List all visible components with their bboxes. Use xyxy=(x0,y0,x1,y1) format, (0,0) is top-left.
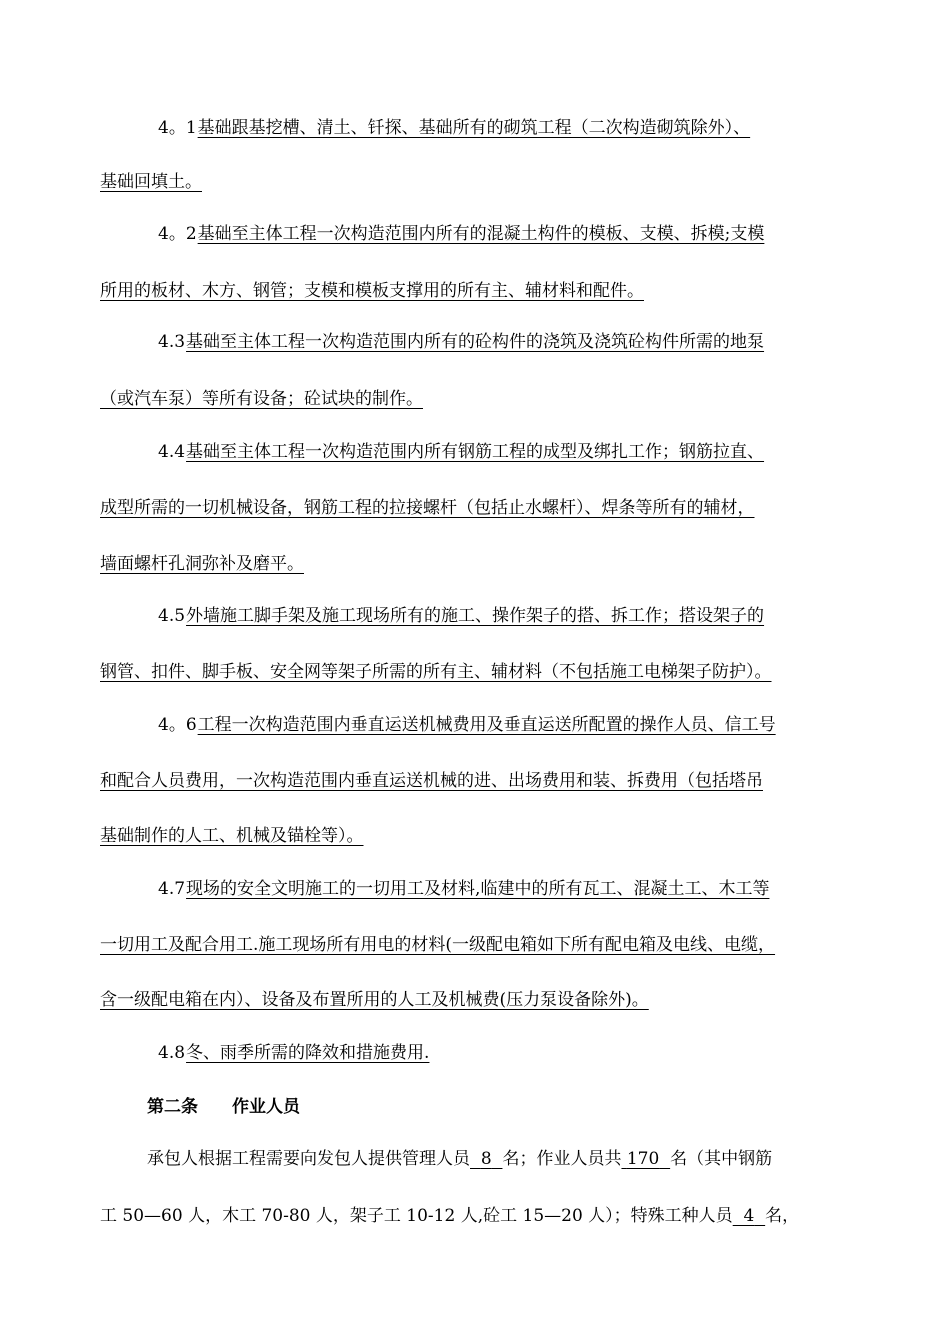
management-count-value: 8 xyxy=(480,1149,492,1169)
management-count xyxy=(470,1149,502,1169)
clause-number: 4.4 xyxy=(158,442,186,462)
article-label: 第二条 xyxy=(147,1097,198,1117)
clause-4-3-line-2 xyxy=(100,387,423,411)
special-worker-count-value: 4 xyxy=(743,1206,755,1226)
clause-text: 现场的安全文明施工的一切用工及材料,临建中的所有瓦工、混凝土工、木工等 xyxy=(186,879,770,899)
clause-4-4-line-1 xyxy=(158,440,764,464)
clause-4-7-line-2 xyxy=(100,933,775,957)
worker-count-value: 170 xyxy=(626,1149,660,1169)
clause-text: 冬、雨季所需的降效和措施费用. xyxy=(186,1043,430,1063)
clause-4-6-line-1 xyxy=(158,713,776,737)
clause-text: 基础回填土。 xyxy=(100,172,202,192)
clause-4-6-line-2 xyxy=(100,769,763,793)
clause-text: 和配合人员费用，一次构造范围内垂直运送机械的进、出场费用和装、拆费用（包括塔吊 xyxy=(100,771,763,791)
clause-number: 4。2 xyxy=(158,224,197,244)
special-worker-count xyxy=(733,1206,765,1226)
paragraph-text: 名；作业人员共 xyxy=(502,1149,622,1169)
clause-text: 一切用工及配合用工.施工现场所有用电的材料(一级配电箱如下所有配电箱及电线、电缆， xyxy=(100,935,776,955)
clause-number: 4.5 xyxy=(158,606,186,626)
clause-text: 基础制作的人工、机械及锚栓等）。 xyxy=(100,826,364,846)
clause-text: 工程一次构造范围内垂直运送机械费用及垂直运送所配置的操作人员、信工号 xyxy=(197,715,776,735)
clause-4-1-line-2 xyxy=(100,170,202,194)
clause-text: 墙面螺杆孔洞弥补及磨平。 xyxy=(100,554,304,574)
paragraph-text: 工 50—60 人，木工 70-80 人，架子工 10-12 人,砼工 15—20 人）；特殊工种人员 xyxy=(100,1206,733,1226)
staffing-paragraph-line-1 xyxy=(147,1147,772,1171)
worker-count xyxy=(621,1149,670,1169)
clause-4-3-line-1 xyxy=(158,330,764,354)
clause-text: 含一级配电箱在内）、设备及布置所用的人工及机械费(压力泵设备除外)。 xyxy=(100,990,649,1010)
clause-4-7-line-3 xyxy=(100,988,649,1012)
clause-text: 基础至主体工程一次构造范围内所有的混凝土构件的模板、支模、拆模;支模 xyxy=(197,224,765,244)
clause-4-5-line-2 xyxy=(100,660,772,684)
clause-number: 4。1 xyxy=(158,118,197,138)
clause-4-8-line-1 xyxy=(158,1041,429,1065)
clause-text: 外墙施工脚手架及施工现场所有的施工、操作架子的搭、拆工作；搭设架子的 xyxy=(186,606,765,626)
clause-4-5-line-1 xyxy=(158,604,764,628)
paragraph-text: 名（其中钢筋 xyxy=(670,1149,773,1169)
article-title: 作业人员 xyxy=(232,1097,300,1117)
article-heading xyxy=(147,1095,300,1119)
clause-number: 4.8 xyxy=(158,1043,186,1063)
clause-4-2-line-1 xyxy=(158,222,764,246)
clause-4-6-line-3 xyxy=(100,824,364,848)
clause-4-4-line-2 xyxy=(100,496,755,520)
clause-4-4-line-3 xyxy=(100,552,304,576)
clause-4-7-line-1 xyxy=(158,877,769,901)
clause-4-1-line-1 xyxy=(158,116,750,140)
paragraph-text: 承包人根据工程需要向发包人提供管理人员 xyxy=(147,1149,470,1169)
clause-text: （或汽车泵）等所有设备；砼试块的制作。 xyxy=(100,389,423,409)
clause-number: 4.3 xyxy=(158,332,186,352)
paragraph-text: 名， xyxy=(765,1206,800,1226)
clause-4-2-line-2 xyxy=(100,279,644,303)
clause-text: 基础至主体工程一次构造范围内所有钢筋工程的成型及绑扎工作；钢筋拉直、 xyxy=(186,442,765,462)
clause-number: 4。6 xyxy=(158,715,197,735)
clause-text: 基础跟基挖槽、清土、钎探、基础所有的砌筑工程（二次构造砌筑除外）、 xyxy=(197,118,751,138)
clause-text: 所用的板材、木方、钢管；支模和模板支撑用的所有主、辅材料和配件。 xyxy=(100,281,644,301)
staffing-paragraph-line-2 xyxy=(100,1204,799,1228)
clause-number: 4.7 xyxy=(158,879,186,899)
clause-text: 成型所需的一切机械设备，钢筋工程的拉接螺杆（包括止水螺杆）、焊条等所有的辅材， xyxy=(100,498,755,518)
clause-text: 基础至主体工程一次构造范围内所有的砼构件的浇筑及浇筑砼构件所需的地泵 xyxy=(186,332,765,352)
clause-text: 钢管、扣件、脚手板、安全网等架子所需的所有主、辅材料（不包括施工电梯架子防护）。 xyxy=(100,662,772,682)
